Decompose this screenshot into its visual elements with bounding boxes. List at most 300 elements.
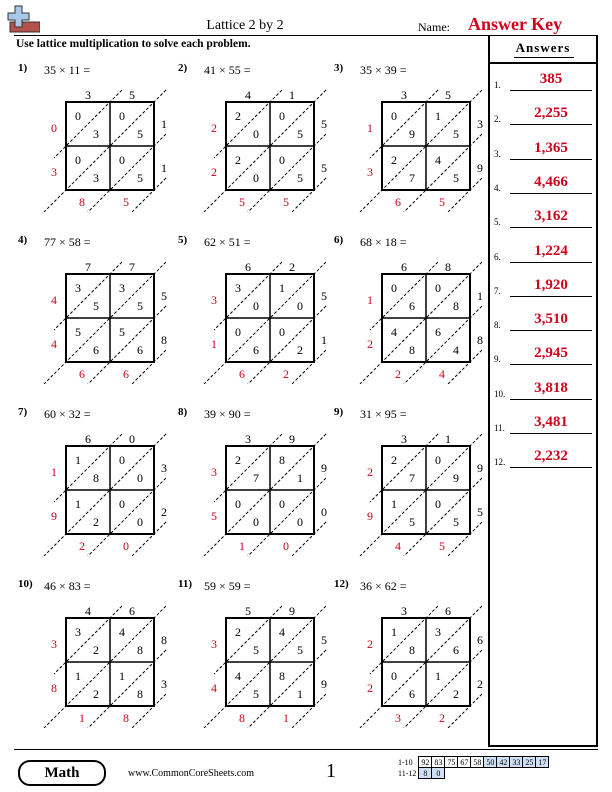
top-digit: 5 <box>245 604 251 618</box>
top-digit: 9 <box>289 432 295 446</box>
cell-ones-digit: 1 <box>297 471 303 485</box>
cell-ones-digit: 0 <box>253 127 259 141</box>
cell-tens-digit: 0 <box>391 669 397 683</box>
answer-value: 2,232 <box>534 448 568 465</box>
cell-tens-digit: 5 <box>119 325 125 339</box>
result-bottom-digit: 8 <box>79 195 85 209</box>
result-bottom-digit: 6 <box>395 195 401 209</box>
side-digit: 8 <box>161 633 167 647</box>
side-digit: 3 <box>161 677 167 691</box>
worksheet-title: Lattice 2 by 2 <box>206 18 284 33</box>
cell-tens-digit: 2 <box>235 153 241 167</box>
problem-number: 6) <box>334 234 344 246</box>
cell-ones-digit: 0 <box>297 299 303 313</box>
problem-number: 9) <box>334 406 344 418</box>
cell-ones-digit: 5 <box>409 515 415 529</box>
lattice-diagonal <box>98 522 166 556</box>
lattice-diagonal <box>360 262 482 384</box>
side-digit: 1 <box>321 333 327 347</box>
answer-number: 2. <box>494 114 501 125</box>
cell-tens-digit: 2 <box>235 453 241 467</box>
result-left-digit: 3 <box>211 465 217 479</box>
answer-line <box>510 467 592 468</box>
score-cell: 42 <box>497 757 510 768</box>
cell-ones-digit: 0 <box>253 299 259 313</box>
lattice-diagonal <box>258 350 326 384</box>
cell-tens-digit: 3 <box>75 281 81 295</box>
answer-number: 5. <box>494 217 501 228</box>
lattice-grid <box>178 406 328 556</box>
problem-expression: 36 × 62 = <box>360 579 407 593</box>
answer-line <box>510 262 592 263</box>
answer-number: 6. <box>494 251 501 262</box>
lattice-problem <box>334 62 484 212</box>
cell-ones-digit: 5 <box>297 127 303 141</box>
lattice-problem <box>334 234 484 384</box>
cell-tens-digit: 4 <box>435 153 441 167</box>
lattice-grid <box>178 234 328 384</box>
result-left-digit: 4 <box>51 337 57 351</box>
cell-tens-digit: 0 <box>119 497 125 511</box>
lattice-grid <box>334 406 484 556</box>
score-range-label: 1-10 <box>398 757 413 767</box>
lattice-diagonal <box>414 178 482 212</box>
answer-number: 7. <box>494 285 501 296</box>
result-bottom-digit: 1 <box>239 539 245 553</box>
lattice-grid <box>334 234 484 384</box>
result-left-digit: 9 <box>51 509 57 523</box>
answer-value: 2,945 <box>534 345 568 362</box>
lattice-problem <box>334 406 484 556</box>
top-digit: 5 <box>445 88 451 102</box>
lattice-problem <box>18 62 168 212</box>
cell-ones-digit: 2 <box>297 343 303 357</box>
answer-number: 1. <box>494 80 501 90</box>
cell-tens-digit: 4 <box>235 669 241 683</box>
answer-value: 4,466 <box>534 173 568 190</box>
side-digit: 1 <box>161 161 167 175</box>
cell-ones-digit: 5 <box>453 515 459 529</box>
cell-tens-digit: 5 <box>75 325 81 339</box>
problem-expression: 35 × 39 = <box>360 63 407 77</box>
top-digit: 7 <box>129 260 135 274</box>
lattice-grid <box>178 62 328 212</box>
lattice-diagonal <box>360 606 482 728</box>
answer-value: 2,255 <box>534 105 568 122</box>
lattice-diagonal <box>414 522 482 556</box>
cell-ones-digit: 0 <box>137 515 143 529</box>
top-digit: 3 <box>85 88 91 102</box>
score-row <box>396 768 549 779</box>
top-digit: 4 <box>85 604 91 618</box>
cell-tens-digit: 1 <box>279 281 285 295</box>
side-digit: 9 <box>477 461 483 475</box>
lattice-problem <box>334 578 484 728</box>
result-left-digit: 2 <box>367 637 373 651</box>
result-bottom-digit: 0 <box>283 539 289 553</box>
lattice-problem <box>18 406 168 556</box>
lattice-problem <box>18 578 168 728</box>
cell-ones-digit: 8 <box>93 471 99 485</box>
problem-expression: 46 × 83 = <box>44 579 91 593</box>
answer-value: 3,481 <box>534 414 568 430</box>
lattice-grid <box>334 578 484 728</box>
problem-expression: 59 × 59 = <box>204 579 251 593</box>
score-cell: 25 <box>523 757 536 768</box>
cell-tens-digit: 1 <box>75 453 81 467</box>
result-bottom-digit: 3 <box>395 711 401 725</box>
cell-tens-digit: 0 <box>279 109 285 123</box>
lattice-problem <box>178 62 328 212</box>
answer-value: 3,510 <box>534 311 568 328</box>
cell-tens-digit: 0 <box>119 153 125 167</box>
plus-sign-logo <box>6 4 40 38</box>
answer-number: 9. <box>494 354 501 365</box>
lattice-diagonal <box>44 90 166 212</box>
top-digit: 6 <box>129 604 135 618</box>
score-cell: 75 <box>445 757 458 768</box>
lattice-diagonal <box>360 434 482 556</box>
problem-number: 1) <box>18 62 28 74</box>
top-digit: 7 <box>85 260 91 274</box>
result-bottom-digit: 2 <box>439 711 445 725</box>
top-digit: 3 <box>245 432 251 446</box>
cell-ones-digit: 2 <box>93 687 99 701</box>
cell-tens-digit: 0 <box>435 281 441 295</box>
side-digit: 8 <box>161 333 167 347</box>
lattice-diagonal <box>98 350 166 384</box>
side-digit: 3 <box>161 461 167 475</box>
result-left-digit: 1 <box>211 337 217 351</box>
lattice-grid <box>18 406 168 556</box>
cell-tens-digit: 0 <box>391 109 397 123</box>
result-bottom-digit: 5 <box>439 195 445 209</box>
side-digit: 6 <box>477 633 483 647</box>
answer-number: 11. <box>494 423 505 433</box>
answer-value: 1,365 <box>534 139 568 156</box>
score-cell: 17 <box>536 757 549 768</box>
lattice-diagonal <box>258 694 326 728</box>
answer-line <box>510 364 592 365</box>
result-bottom-digit: 5 <box>439 539 445 553</box>
problem-expression: 39 × 90 = <box>204 407 251 421</box>
cell-ones-digit: 8 <box>137 687 143 701</box>
cell-ones-digit: 9 <box>453 471 459 485</box>
cell-tens-digit: 0 <box>279 325 285 339</box>
top-digit: 1 <box>445 432 451 446</box>
result-left-digit: 1 <box>367 293 373 307</box>
result-bottom-digit: 8 <box>239 711 245 725</box>
top-digit: 3 <box>401 88 407 102</box>
cell-tens-digit: 3 <box>235 281 241 295</box>
side-digit: 9 <box>321 677 327 691</box>
cell-ones-digit: 7 <box>409 171 415 185</box>
problem-expression: 35 × 11 = <box>44 63 91 77</box>
lattice-diagonal <box>204 606 326 728</box>
website-link[interactable]: www.CommonCoreSheets.com <box>128 768 255 779</box>
lattice-problem <box>18 234 168 384</box>
cell-tens-digit: 1 <box>75 497 81 511</box>
problem-number: 10) <box>18 578 33 590</box>
side-digit: 5 <box>161 289 167 303</box>
cell-tens-digit: 3 <box>75 625 81 639</box>
cell-ones-digit: 0 <box>297 515 303 529</box>
cell-tens-digit: 0 <box>435 453 441 467</box>
cell-ones-digit: 7 <box>409 471 415 485</box>
side-digit: 5 <box>477 505 483 519</box>
result-left-digit: 3 <box>211 637 217 651</box>
top-digit: 1 <box>289 88 295 102</box>
answers-title: Answers <box>515 40 571 55</box>
result-bottom-digit: 2 <box>395 367 401 381</box>
answer-value: 1,224 <box>534 242 568 259</box>
answers-title-underline <box>514 57 574 58</box>
problem-expression: 31 × 95 = <box>360 407 407 421</box>
problem-expression: 68 × 18 = <box>360 235 407 249</box>
result-left-digit: 2 <box>211 121 217 135</box>
result-bottom-digit: 1 <box>283 711 289 725</box>
lattice-grid <box>334 62 484 212</box>
cell-ones-digit: 3 <box>93 171 99 185</box>
cell-ones-digit: 5 <box>137 171 143 185</box>
top-digit: 8 <box>445 260 451 274</box>
answer-number: 4. <box>494 182 501 193</box>
subject-badge: Math <box>18 760 106 786</box>
cell-tens-digit: 1 <box>75 669 81 683</box>
answer-value: 3,818 <box>534 379 568 396</box>
side-digit: 0 <box>321 505 327 519</box>
lattice-grid <box>18 578 168 728</box>
top-digit: 3 <box>401 432 407 446</box>
result-bottom-digit: 4 <box>439 367 445 381</box>
side-digit: 5 <box>321 117 327 131</box>
cell-tens-digit: 0 <box>119 109 125 123</box>
problem-expression: 62 × 51 = <box>204 235 251 249</box>
problem-number: 4) <box>18 234 28 246</box>
cell-ones-digit: 5 <box>137 127 143 141</box>
answer-number: 12. <box>494 457 506 468</box>
side-digit: 1 <box>161 117 167 131</box>
result-bottom-digit: 6 <box>123 367 129 381</box>
cell-tens-digit: 0 <box>75 109 81 123</box>
side-digit: 5 <box>321 161 327 175</box>
cell-ones-digit: 0 <box>137 471 143 485</box>
top-digit: 6 <box>245 260 251 274</box>
cell-tens-digit: 0 <box>119 453 125 467</box>
lattice-diagonal <box>414 350 482 384</box>
cell-tens-digit: 0 <box>235 325 241 339</box>
lattice-grid <box>178 578 328 728</box>
top-digit: 2 <box>289 260 295 274</box>
answer-number: 10. <box>494 388 506 399</box>
cell-tens-digit: 0 <box>235 497 241 511</box>
score-cell: 92 <box>419 757 432 768</box>
top-digit: 5 <box>129 88 135 102</box>
result-bottom-digit: 5 <box>283 195 289 209</box>
cell-tens-digit: 1 <box>119 669 125 683</box>
result-bottom-digit: 4 <box>395 539 401 553</box>
cell-ones-digit: 5 <box>453 127 459 141</box>
cell-tens-digit: 8 <box>279 669 285 683</box>
problem-number: 2) <box>178 62 188 74</box>
footer-divider <box>14 749 598 750</box>
lattice-grid <box>18 62 168 212</box>
lattice-problem <box>178 578 328 728</box>
side-digit: 1 <box>477 289 483 303</box>
score-cell: 33 <box>510 757 523 768</box>
top-digit: 0 <box>129 432 135 446</box>
name-value: Answer Key <box>468 14 563 34</box>
cell-ones-digit: 1 <box>297 687 303 701</box>
result-left-digit: 5 <box>211 509 217 523</box>
cell-ones-digit: 6 <box>137 343 143 357</box>
result-bottom-digit: 1 <box>79 711 85 725</box>
cell-ones-digit: 8 <box>409 343 415 357</box>
lattice-diagonal <box>360 90 482 212</box>
result-bottom-digit: 0 <box>123 539 129 553</box>
result-bottom-digit: 5 <box>123 195 129 209</box>
side-digit: 2 <box>477 677 483 691</box>
cell-tens-digit: 2 <box>235 109 241 123</box>
problem-expression: 41 × 55 = <box>204 63 251 77</box>
cell-ones-digit: 8 <box>409 643 415 657</box>
cell-ones-digit: 5 <box>253 643 259 657</box>
result-bottom-digit: 2 <box>79 539 85 553</box>
lattice-diagonal <box>98 178 166 212</box>
cell-ones-digit: 8 <box>137 643 143 657</box>
top-digit: 6 <box>85 432 91 446</box>
cell-tens-digit: 4 <box>391 325 397 339</box>
answer-value: 1,920 <box>534 276 568 293</box>
cell-tens-digit: 1 <box>435 109 441 123</box>
cell-tens-digit: 1 <box>435 669 441 683</box>
cell-tens-digit: 2 <box>391 453 397 467</box>
lattice-diagonal <box>44 606 166 728</box>
answer-line <box>510 330 592 331</box>
top-digit: 4 <box>245 88 251 102</box>
answer-line <box>510 90 592 91</box>
result-left-digit: 4 <box>51 293 57 307</box>
cell-ones-digit: 2 <box>93 643 99 657</box>
cell-ones-digit: 9 <box>409 127 415 141</box>
result-left-digit: 3 <box>211 293 217 307</box>
lattice-diagonal <box>204 434 326 556</box>
cell-ones-digit: 8 <box>453 299 459 313</box>
score-cell: 58 <box>471 757 484 768</box>
side-digit: 2 <box>161 505 167 519</box>
cell-tens-digit: 0 <box>391 281 397 295</box>
instructions: Use lattice multiplication to solve each problem. <box>16 38 251 50</box>
answer-line <box>510 227 592 228</box>
cell-ones-digit: 7 <box>253 471 259 485</box>
result-left-digit: 4 <box>211 681 217 695</box>
top-digit: 6 <box>401 260 407 274</box>
cell-tens-digit: 2 <box>391 153 397 167</box>
result-bottom-digit: 8 <box>123 711 129 725</box>
cell-ones-digit: 6 <box>409 687 415 701</box>
lattice-diagonal <box>258 178 326 212</box>
lattice-diagonal <box>204 90 326 212</box>
cell-ones-digit: 2 <box>93 515 99 529</box>
result-left-digit: 8 <box>51 681 57 695</box>
score-cell: 8 <box>419 768 432 779</box>
cell-ones-digit: 5 <box>93 299 99 313</box>
problem-number: 7) <box>18 406 28 418</box>
answers-header-divider <box>488 62 598 64</box>
cell-ones-digit: 3 <box>93 127 99 141</box>
result-left-digit: 3 <box>367 165 373 179</box>
cell-tens-digit: 0 <box>75 153 81 167</box>
cell-ones-digit: 5 <box>253 687 259 701</box>
problem-number: 12) <box>334 578 349 590</box>
result-left-digit: 9 <box>367 509 373 523</box>
problem-expression: 60 × 32 = <box>44 407 91 421</box>
result-bottom-digit: 2 <box>283 367 289 381</box>
lattice-diagonal <box>204 262 326 384</box>
result-bottom-digit: 6 <box>239 367 245 381</box>
result-left-digit: 1 <box>367 121 373 135</box>
result-left-digit: 2 <box>367 465 373 479</box>
side-digit: 9 <box>321 461 327 475</box>
cell-ones-digit: 6 <box>93 343 99 357</box>
result-left-digit: 2 <box>367 681 373 695</box>
cell-ones-digit: 4 <box>453 343 459 357</box>
problem-expression: 77 × 58 = <box>44 235 91 249</box>
score-cell: 67 <box>458 757 471 768</box>
result-left-digit: 1 <box>51 465 57 479</box>
cell-tens-digit: 0 <box>279 497 285 511</box>
cell-tens-digit: 1 <box>391 497 397 511</box>
side-digit: 9 <box>477 161 483 175</box>
answer-line <box>510 433 592 434</box>
cell-ones-digit: 5 <box>297 171 303 185</box>
result-left-digit: 2 <box>367 337 373 351</box>
result-left-digit: 2 <box>211 165 217 179</box>
result-left-digit: 0 <box>51 121 57 135</box>
answer-value: 3,162 <box>534 208 568 225</box>
score-range-label: 11-12 <box>398 768 417 778</box>
answer-number: 8. <box>494 320 501 331</box>
lattice-diagonal <box>44 434 166 556</box>
cell-tens-digit: 3 <box>119 281 125 295</box>
cell-ones-digit: 5 <box>453 171 459 185</box>
lattice-problem <box>178 406 328 556</box>
result-left-digit: 3 <box>51 165 57 179</box>
score-cell: 50 <box>484 757 497 768</box>
cell-ones-digit: 6 <box>253 343 259 357</box>
side-digit: 3 <box>477 117 483 131</box>
lattice-diagonal <box>258 522 326 556</box>
cell-ones-digit: 6 <box>409 299 415 313</box>
cell-ones-digit: 5 <box>297 643 303 657</box>
score-cell: 83 <box>432 757 445 768</box>
cell-tens-digit: 0 <box>279 153 285 167</box>
problem-number: 3) <box>334 62 344 74</box>
cell-tens-digit: 6 <box>435 325 441 339</box>
side-digit: 5 <box>321 289 327 303</box>
answer-number: 3. <box>494 148 501 159</box>
top-digit: 3 <box>401 604 407 618</box>
top-digit: 9 <box>289 604 295 618</box>
score-row <box>396 757 549 768</box>
cell-ones-digit: 0 <box>253 515 259 529</box>
cell-tens-digit: 1 <box>391 625 397 639</box>
cell-tens-digit: 0 <box>435 497 441 511</box>
problem-number: 11) <box>178 578 193 590</box>
answer-line <box>510 296 592 297</box>
top-digit: 6 <box>445 604 451 618</box>
side-digit: 5 <box>321 633 327 647</box>
